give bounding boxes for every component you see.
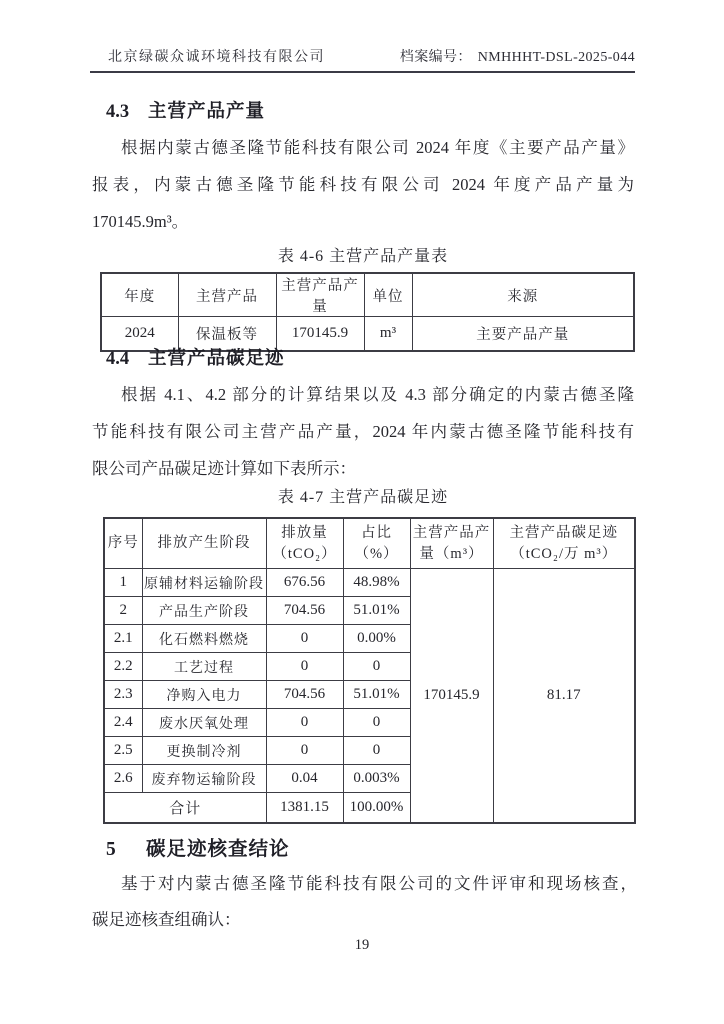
section-5-heading xyxy=(92,833,648,861)
cell-share: 0.003% xyxy=(343,765,410,793)
cell-no: 1 xyxy=(104,569,142,597)
page-number: 19 xyxy=(354,937,370,953)
section-4-4-title: 主营产品碳足迹 xyxy=(148,349,285,369)
paragraph-line: 限公司产品碳足迹计算如下表所示： xyxy=(92,459,356,478)
table-cell-product: 保温板等 xyxy=(178,317,276,352)
section-4-4-heading xyxy=(92,344,648,370)
cell-emission: 704.56 xyxy=(266,681,343,709)
section-4-3-paragraph xyxy=(92,129,634,240)
cell-stage: 废水厌氧处理 xyxy=(142,709,266,737)
cell-no: 2.3 xyxy=(104,681,142,709)
table-cell-year: 2024 xyxy=(101,317,178,352)
cell-stage: 净购入电力 xyxy=(142,681,266,709)
cell-share: 0.00% xyxy=(343,625,410,653)
cell-no: 2.1 xyxy=(104,625,142,653)
table-4-6 xyxy=(100,272,635,352)
section-4-4-number: 4.4 xyxy=(106,349,130,369)
header-line: 主营产品产 xyxy=(412,524,491,541)
table-cell-source: 主要产品产量 xyxy=(412,317,634,352)
table-header-cell xyxy=(410,518,493,569)
cell-share: 0 xyxy=(343,737,410,765)
table-4-6-header-row xyxy=(101,273,634,317)
cell-no: 2.6 xyxy=(104,765,142,793)
cell-emission: 676.56 xyxy=(266,569,343,597)
table-header-cell xyxy=(493,518,635,569)
cell-no: 2.2 xyxy=(104,653,142,681)
table-cell-output: 170145.9 xyxy=(276,317,364,352)
cell-stage: 原辅材料运输阶段 xyxy=(142,569,266,597)
paragraph-line: 基于对内蒙古德圣隆节能科技有限公司的文件评审和现场核查， xyxy=(121,874,639,893)
paragraph-line: 根据 4.1、4.2 部分的计算结果以及 4.3 部分确定的内蒙古德圣隆 xyxy=(121,385,634,404)
table-header-cell: 序号 xyxy=(104,518,142,569)
table-header-cell xyxy=(266,518,343,569)
table-header-cell: 来源 xyxy=(412,273,634,317)
table-header-cell: 年度 xyxy=(101,273,178,317)
header-line: （tCO₂/万 m³） xyxy=(510,545,618,562)
cell-no: 2 xyxy=(104,597,142,625)
cell-emission: 0 xyxy=(266,625,343,653)
paragraph-line: 根据内蒙古德圣隆节能科技有限公司 2024 年度《主要产品产量》 xyxy=(121,138,634,157)
cell-stage: 废弃物运输阶段 xyxy=(142,765,266,793)
page-header xyxy=(90,46,635,73)
section-5-title: 碳足迹核查结论 xyxy=(146,839,290,860)
section-5-paragraph xyxy=(92,866,639,938)
cell-emission: 0 xyxy=(266,709,343,737)
section-5-number: 5 xyxy=(106,839,116,860)
paragraph-line: 报表，内蒙古德圣隆节能科技有限公司 2024 年度产品产量为 xyxy=(92,175,634,194)
table-4-6-caption: 表 4-6 主营产品产量表 xyxy=(277,248,449,265)
cell-emission: 0.04 xyxy=(266,765,343,793)
cell-share: 0 xyxy=(343,653,410,681)
header-file-number xyxy=(400,46,635,66)
table-header-cell: 单位 xyxy=(364,273,412,317)
cell-emission: 0 xyxy=(266,653,343,681)
cell-share: 51.01% xyxy=(343,597,410,625)
table-header-cell: 主营产品 xyxy=(178,273,276,317)
header-company-name: 北京绿碳众诚环境科技有限公司 xyxy=(108,50,325,65)
table-4-7-header-row xyxy=(104,518,635,569)
table-4-7 xyxy=(103,517,636,824)
cell-emission: 704.56 xyxy=(266,597,343,625)
header-line: （tCO₂） xyxy=(272,545,337,562)
paragraph-line: 节能科技有限公司主营产品产量，2024 年内蒙古德圣隆节能科技有 xyxy=(92,422,634,441)
cell-stage: 产品生产阶段 xyxy=(142,597,266,625)
table-cell-unit: m³ xyxy=(364,317,412,352)
cell-share: 48.98% xyxy=(343,569,410,597)
cell-stage: 化石燃料燃烧 xyxy=(142,625,266,653)
file-number-value: NMHHHT-DSL-2025-044 xyxy=(477,50,635,65)
cell-production-merged: 170145.9 xyxy=(410,569,493,824)
section-4-4-paragraph xyxy=(92,376,634,487)
cell-no: 2.4 xyxy=(104,709,142,737)
cell-stage: 工艺过程 xyxy=(142,653,266,681)
table-header-cell: 排放产生阶段 xyxy=(142,518,266,569)
table-4-7-caption: 表 4-7 主营产品碳足迹 xyxy=(277,489,449,506)
section-4-3-number: 4.3 xyxy=(106,102,130,122)
cell-total-share: 100.00% xyxy=(343,793,410,824)
cell-footprint-merged: 81.17 xyxy=(493,569,635,824)
paragraph-line: 碳足迹核查组确认： xyxy=(92,910,241,929)
cell-stage: 更换制冷剂 xyxy=(142,737,266,765)
header-line: 量（m³） xyxy=(419,545,484,562)
paragraph-line: 170145.9m³。 xyxy=(92,212,189,231)
cell-share: 51.01% xyxy=(343,681,410,709)
table-row xyxy=(104,569,635,597)
header-line: 主营产品碳足迹 xyxy=(509,524,618,541)
file-number-label: 档案编号： xyxy=(399,50,472,65)
cell-total-emission: 1381.15 xyxy=(266,793,343,824)
section-4-3-title: 主营产品产量 xyxy=(148,102,266,122)
cell-no: 2.5 xyxy=(104,737,142,765)
cell-emission: 0 xyxy=(266,737,343,765)
section-4-3-heading xyxy=(92,97,648,123)
table-header-cell: 占比（%） xyxy=(343,518,410,569)
header-line: 排放量 xyxy=(281,524,328,541)
table-header-cell: 主营产品产量 xyxy=(276,273,364,317)
cell-total-label: 合计 xyxy=(104,793,266,824)
cell-share: 0 xyxy=(343,709,410,737)
